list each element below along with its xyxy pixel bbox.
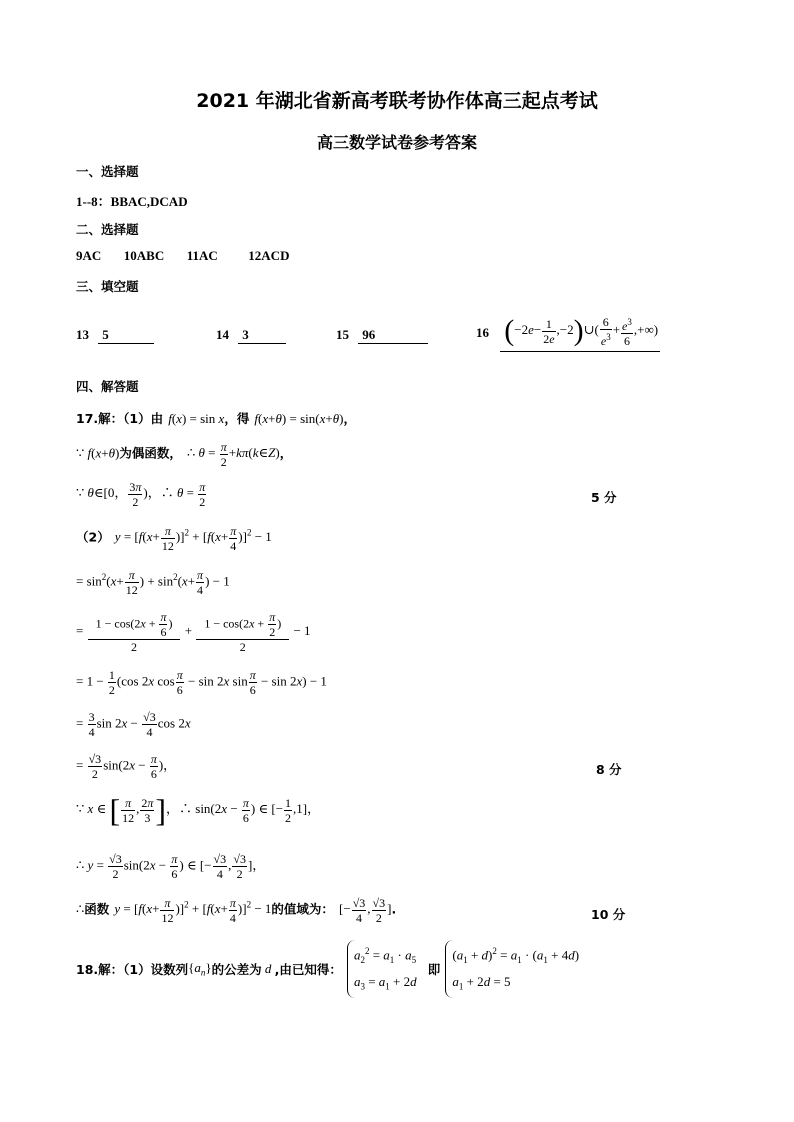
q17-line-11: ∴ y = $\frac{√3}{2}$ sin(2x − $\frac{\pi}{6}$ ) ∈ [− $\frac{√3}{4}$ , $\frac{√3}{2}$ ]， xyxy=(76,852,266,881)
q17-line-12: ∴函数 y = [f(x+ $\frac{\pi}{12}$ )]$^2$ + [f(x+ $\frac{\pi}{4}$ )]$^2$ − 1的值域为： [− $\frac{√3}{4}$ , $\frac{√3}{2}$ ]. xyxy=(76,896,397,925)
q17-line-4: （2） y = [f(x+ $\frac{\pi}{12}$ )]$^2$ + [f(x+ $\frac{\pi}{4}$ )]$^2$ − 1 xyxy=(76,524,272,553)
q17-line-8: = $\frac{3}{4}$ sin 2x − $\frac{√3}{4}$ cos 2x xyxy=(76,710,191,739)
page-title: 2021 年湖北省新高考联考协作体高三起点考试 xyxy=(196,90,598,112)
q17-line-5: = $\sin^2(x+$ $\frac{\pi}{12}$ ) + $\sin^2(x+$ $\frac{\pi}{4}$ ) − 1 xyxy=(76,568,230,597)
section-choice-1: 一、选择题 xyxy=(76,164,139,179)
answer-12: 12ACD xyxy=(248,248,290,263)
answers-9-12 xyxy=(76,248,289,264)
q17-line-3: ∵ θ∈[0， $\frac{3\pi}{2}$ )，∴ θ = $\frac{\pi}{2}$ xyxy=(76,480,206,509)
q18-line-1: 18.解：（1）设数列$\{a_n\}$的公差为 d ,由已知得： $a_2^2 = a_1 \cdot a_5$ $a_3 = a_1 + 2d$ 即 $(a_1 + d)^2 = a_1 \cdot (a_1 + 4d)$ $a_1 + 2d = 5$ xyxy=(76,940,579,998)
answer-10: 10ABC xyxy=(123,248,165,263)
q17-score-2: 8 分 xyxy=(596,762,622,777)
fill-14: 14 3 xyxy=(216,327,286,344)
section-solve: 四、解答题 xyxy=(76,379,139,394)
fill-15: 15 96 xyxy=(336,327,428,344)
q17-line-6: = 1 − cos(2x + $\frac{\pi}{6}$ ) 2 + 1 − cos(2x + $\frac{\pi}{2}$ ) 2 − 1 xyxy=(76,610,311,654)
q17-line-10: ∵ x ∈ [ $\frac{\pi}{12}$ , $\frac{2\pi}{3}$ ]，∴ sin(2x − $\frac{\pi}{6}$ ) ∈ [− $\frac{1}{2}$ ,1]， xyxy=(76,792,321,828)
q17-line-1: 17.解：（1）由 f(x) = sin x，得 f(x+θ) = sin(x+θ)， xyxy=(76,411,356,426)
page-subtitle: 高三数学试卷参考答案 xyxy=(316,133,477,152)
q17-line-9: = $\frac{√3}{2}$ sin(2x − $\frac{\pi}{6}$ )， xyxy=(76,752,177,781)
fill-13: 13 5 xyxy=(76,327,154,344)
section-choice-2: 二、选择题 xyxy=(76,222,139,237)
q17-line-2: ∵ f(x+θ)为偶函数， ∴ θ = $\frac{\pi}{2}$ +kπ(k∈Z)， xyxy=(76,440,293,469)
q17-score-3: 10 分 xyxy=(591,907,626,922)
section-fill: 三、填空题 xyxy=(76,279,139,294)
fill-16-answer: (−2e− $\frac{1}{2e}$ ,−2)∪( $\frac{6}{e^3}$ + $\frac{e^3}{6}$ ,+∞) xyxy=(500,314,660,352)
answer-9: 9AC xyxy=(76,248,102,263)
fill-16: 16 (−2e− $\frac{1}{2e}$ ,−2)∪( $\frac{6}{e^3}$ + $\frac{e^3}{6}$ ,+∞) xyxy=(476,314,660,352)
answers-1-8: 1--8：BBAC,DCAD xyxy=(76,194,188,209)
q17-score-1: 5 分 xyxy=(591,490,617,505)
q17-line-7: = 1 − $\frac{1}{2}$ (cos 2x cos $\frac{\pi}{6}$ − sin 2x sin $\frac{\pi}{6}$ − sin 2x) − 1 xyxy=(76,668,327,697)
answer-11: 11AC xyxy=(186,248,218,263)
